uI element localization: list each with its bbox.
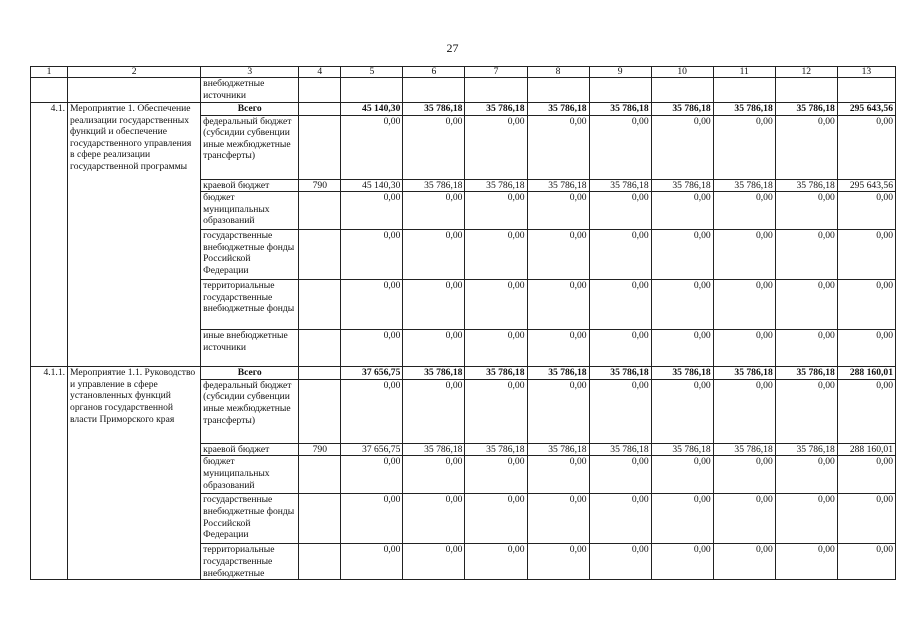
amount-cell: 0,00 [713, 230, 775, 280]
amount-cell: 35 786,18 [651, 179, 713, 192]
amount-cell: 35 786,18 [403, 179, 465, 192]
amount-cell: 0,00 [341, 544, 403, 580]
amount-cell: 0,00 [651, 330, 713, 367]
amount-cell: 35 786,18 [527, 443, 589, 456]
amount-cell: 0,00 [465, 115, 527, 179]
budget-code-cell [299, 544, 341, 580]
amount-cell: 0,00 [527, 456, 589, 494]
amount-cell: 0,00 [589, 544, 651, 580]
amount-cell: 0,00 [837, 330, 895, 367]
amount-cell: 37 656,75 [341, 367, 403, 380]
amount-cell: 0,00 [465, 494, 527, 544]
amount-cell: 35 786,18 [527, 179, 589, 192]
column-header: 4 [299, 67, 341, 78]
amount-cell: 0,00 [651, 280, 713, 330]
amount-cell: 0,00 [527, 230, 589, 280]
budget-table [30, 66, 896, 580]
cell [68, 78, 201, 103]
budget-code-cell [299, 330, 341, 367]
amount-cell: 0,00 [651, 544, 713, 580]
measure-total-row [31, 367, 896, 380]
cell [775, 78, 837, 103]
measure-total-row [31, 103, 896, 116]
amount-cell: 0,00 [341, 230, 403, 280]
funding-source-label: государственные внебюджетные фонды Российской Федерации [201, 230, 299, 280]
amount-cell: 0,00 [403, 456, 465, 494]
amount-cell: 35 786,18 [465, 367, 527, 380]
amount-cell: 0,00 [651, 456, 713, 494]
amount-cell: 0,00 [775, 494, 837, 544]
amount-cell: 0,00 [589, 494, 651, 544]
column-header: 11 [713, 67, 775, 78]
column-header: 5 [341, 67, 403, 78]
amount-cell: 35 786,18 [589, 443, 651, 456]
column-header: 13 [837, 67, 895, 78]
amount-cell: 0,00 [775, 192, 837, 230]
amount-cell: 35 786,18 [403, 367, 465, 380]
cell [31, 78, 68, 103]
source-cell: внебюджетные источники [201, 78, 299, 103]
cell [589, 78, 651, 103]
cell [403, 78, 465, 103]
amount-cell: 0,00 [527, 192, 589, 230]
budget-code-cell [299, 230, 341, 280]
amount-cell: 0,00 [527, 330, 589, 367]
budget-code-cell [299, 192, 341, 230]
amount-cell: 0,00 [837, 280, 895, 330]
cell [527, 78, 589, 103]
amount-cell: 0,00 [527, 544, 589, 580]
amount-cell: 0,00 [465, 192, 527, 230]
cell [651, 78, 713, 103]
amount-cell: 0,00 [775, 280, 837, 330]
column-header: 1 [31, 67, 68, 78]
amount-cell: 0,00 [403, 544, 465, 580]
amount-cell: 0,00 [341, 115, 403, 179]
amount-cell: 35 786,18 [465, 443, 527, 456]
measure-name: Мероприятие 1. Обеспечение реализации государственных функций и обеспечение государственного управления в сфере реализации государственной программы [68, 103, 201, 367]
amount-cell: 0,00 [775, 544, 837, 580]
measure-number: 4.1.1. [31, 367, 68, 580]
amount-cell: 0,00 [651, 192, 713, 230]
amount-cell: 0,00 [837, 544, 895, 580]
amount-cell: 0,00 [651, 230, 713, 280]
cell [341, 78, 403, 103]
budget-table-body [31, 67, 896, 580]
amount-cell: 0,00 [465, 280, 527, 330]
amount-cell: 0,00 [713, 494, 775, 544]
amount-cell: 0,00 [589, 115, 651, 179]
amount-cell: 35 786,18 [589, 367, 651, 380]
amount-cell: 0,00 [403, 115, 465, 179]
column-header: 9 [589, 67, 651, 78]
amount-cell: 0,00 [465, 330, 527, 367]
budget-code-cell [299, 367, 341, 380]
column-header: 12 [775, 67, 837, 78]
amount-cell: 0,00 [465, 230, 527, 280]
carry-over-row [31, 78, 896, 103]
amount-cell: 0,00 [837, 379, 895, 443]
budget-code-cell [299, 379, 341, 443]
funding-source-label: бюджет муниципальных образований [201, 192, 299, 230]
amount-cell: 0,00 [837, 456, 895, 494]
amount-cell: 45 140,30 [341, 179, 403, 192]
amount-cell: 0,00 [403, 192, 465, 230]
column-header: 10 [651, 67, 713, 78]
amount-cell: 0,00 [589, 330, 651, 367]
amount-cell: 35 786,18 [527, 103, 589, 116]
amount-cell: 35 786,18 [651, 367, 713, 380]
funding-source-label: федеральный бюджет (субсидии субвенции иные межбюджетные трансферты) [201, 115, 299, 179]
amount-cell: 0,00 [651, 115, 713, 179]
amount-cell: 35 786,18 [713, 179, 775, 192]
amount-cell: 0,00 [403, 280, 465, 330]
cell [713, 78, 775, 103]
amount-cell: 0,00 [589, 280, 651, 330]
amount-cell: 35 786,18 [651, 103, 713, 116]
budget-code-cell: 790 [299, 179, 341, 192]
amount-cell: 0,00 [713, 379, 775, 443]
funding-source-label: государственные внебюджетные фонды Российской Федерации [201, 494, 299, 544]
amount-cell: 35 786,18 [651, 443, 713, 456]
amount-cell: 35 786,18 [775, 179, 837, 192]
amount-cell: 0,00 [403, 494, 465, 544]
amount-cell: 0,00 [527, 379, 589, 443]
amount-cell: 0,00 [341, 192, 403, 230]
column-header: 6 [403, 67, 465, 78]
cell [299, 78, 341, 103]
funding-source-label: краевой бюджет [201, 179, 299, 192]
budget-code-cell [299, 103, 341, 116]
amount-cell: 0,00 [713, 115, 775, 179]
amount-cell: 295 643,56 [837, 103, 895, 116]
funding-source-label: иные внебюджетные источники [201, 330, 299, 367]
amount-cell: 45 140,30 [341, 103, 403, 116]
amount-cell: 0,00 [713, 280, 775, 330]
measure-number: 4.1. [31, 103, 68, 367]
amount-cell: 288 160,01 [837, 443, 895, 456]
budget-code-cell [299, 494, 341, 544]
amount-cell: 0,00 [651, 494, 713, 544]
amount-cell: 0,00 [341, 379, 403, 443]
amount-cell: 0,00 [341, 494, 403, 544]
budget-code-cell [299, 280, 341, 330]
amount-cell: 295 643,56 [837, 179, 895, 192]
amount-cell: 0,00 [403, 379, 465, 443]
amount-cell: 0,00 [837, 230, 895, 280]
total-label: Всего [201, 103, 299, 116]
amount-cell: 35 786,18 [403, 443, 465, 456]
amount-cell: 0,00 [341, 456, 403, 494]
amount-cell: 0,00 [465, 379, 527, 443]
amount-cell: 288 160,01 [837, 367, 895, 380]
amount-cell: 0,00 [403, 330, 465, 367]
amount-cell: 35 786,18 [713, 103, 775, 116]
amount-cell: 35 786,18 [403, 103, 465, 116]
amount-cell: 0,00 [341, 280, 403, 330]
funding-source-label: территориальные государственные внебюджетные [201, 544, 299, 580]
amount-cell: 0,00 [775, 456, 837, 494]
amount-cell: 0,00 [713, 330, 775, 367]
page-number: 27 [446, 41, 459, 55]
funding-source-label: бюджет муниципальных образований [201, 456, 299, 494]
column-header: 7 [465, 67, 527, 78]
amount-cell: 35 786,18 [775, 367, 837, 380]
amount-cell: 0,00 [775, 230, 837, 280]
amount-cell: 0,00 [527, 494, 589, 544]
amount-cell: 0,00 [465, 456, 527, 494]
funding-source-label: территориальные государственные внебюджетные фонды [201, 280, 299, 330]
amount-cell: 0,00 [465, 544, 527, 580]
amount-cell: 0,00 [713, 456, 775, 494]
cell [837, 78, 895, 103]
funding-source-label: федеральный бюджет (субсидии субвенции иные межбюджетные трансферты) [201, 379, 299, 443]
amount-cell: 0,00 [589, 456, 651, 494]
funding-source-label: краевой бюджет [201, 443, 299, 456]
amount-cell: 35 786,18 [527, 367, 589, 380]
amount-cell: 0,00 [837, 192, 895, 230]
amount-cell: 0,00 [527, 280, 589, 330]
amount-cell: 35 786,18 [713, 443, 775, 456]
amount-cell: 35 786,18 [713, 367, 775, 380]
amount-cell: 35 786,18 [589, 103, 651, 116]
amount-cell: 0,00 [589, 230, 651, 280]
cell [465, 78, 527, 103]
amount-cell: 35 786,18 [465, 179, 527, 192]
amount-cell: 0,00 [713, 192, 775, 230]
amount-cell: 0,00 [341, 330, 403, 367]
amount-cell: 0,00 [837, 494, 895, 544]
column-header: 8 [527, 67, 589, 78]
amount-cell: 0,00 [775, 330, 837, 367]
column-header: 2 [68, 67, 201, 78]
amount-cell: 0,00 [775, 115, 837, 179]
budget-code-cell [299, 456, 341, 494]
amount-cell: 0,00 [589, 192, 651, 230]
amount-cell: 0,00 [775, 379, 837, 443]
amount-cell: 35 786,18 [775, 443, 837, 456]
budget-code-cell [299, 115, 341, 179]
amount-cell: 0,00 [651, 379, 713, 443]
amount-cell: 35 786,18 [775, 103, 837, 116]
amount-cell: 35 786,18 [589, 179, 651, 192]
column-number-row [31, 67, 896, 78]
amount-cell: 0,00 [837, 115, 895, 179]
amount-cell: 0,00 [527, 115, 589, 179]
amount-cell: 0,00 [589, 379, 651, 443]
amount-cell: 37 656,75 [341, 443, 403, 456]
amount-cell: 0,00 [403, 230, 465, 280]
column-header: 3 [201, 67, 299, 78]
budget-code-cell: 790 [299, 443, 341, 456]
amount-cell: 35 786,18 [465, 103, 527, 116]
measure-name: Мероприятие 1.1. Руководство и управление в сфере установленных функций органов государственной власти Приморского края [68, 367, 201, 580]
total-label: Всего [201, 367, 299, 380]
amount-cell: 0,00 [713, 544, 775, 580]
